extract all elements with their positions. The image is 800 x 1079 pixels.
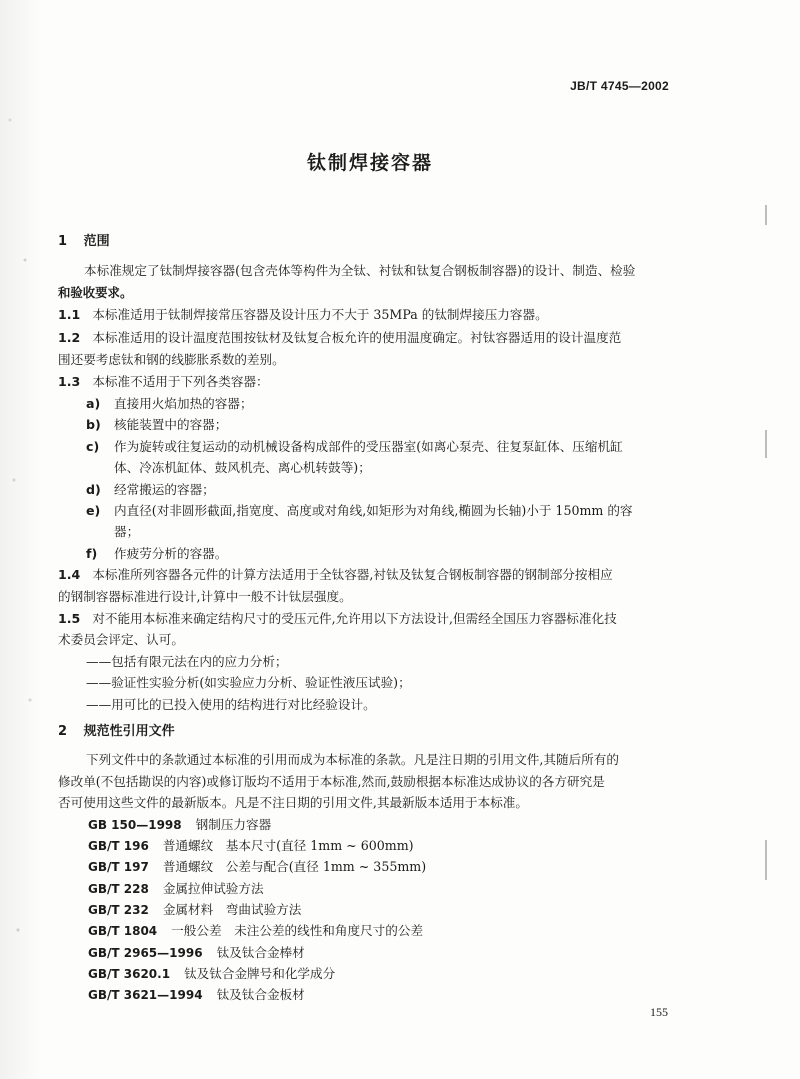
reference-item [88,901,301,919]
reference-code: GB/T 196 [88,839,149,853]
clause-number: 1.5 [58,611,81,626]
section-title: 范围 [83,234,110,249]
section-1-heading [58,233,110,251]
list-marker: b) [86,417,101,432]
dash-item: ——包括有限元法在内的应力分析； [86,654,288,669]
clause-1-3 [58,373,269,391]
reference-item [88,965,335,983]
scan-margin-mark [765,840,767,880]
reference-item [88,922,423,940]
reference-code: GB/T 2965—1996 [88,946,203,960]
reference-title: 金属拉伸试验方法 [162,881,264,896]
page-number: 155 [650,1005,668,1019]
list-item-e-continuation: 器； [114,524,140,539]
reference-item [88,880,264,898]
reference-code: GB 150—1998 [88,818,182,832]
reference-title: 一般公差 未注公差的线性和角度尺寸的公差 [171,923,424,938]
clause-number: 1.3 [58,374,81,389]
reference-item [88,837,414,855]
document-code: JB/T 4745—2002 [570,79,669,93]
reference-title: 钛及钛合金棒材 [216,945,305,960]
section-title: 规范性引用文件 [83,724,175,739]
clause-text: 对不能用本标准来确定结构尺寸的受压元件,允许用以下方法设计,但需经全国压力容器标准化技 [92,611,617,626]
section-number: 1 [58,234,68,249]
list-item-e [86,502,633,520]
list-item-a [86,395,253,413]
references-intro-line-3: 否可使用这些文件的最新版本。凡是不注日期的引用文件,其最新版本适用于本标准。 [58,795,528,810]
references-intro-line-2: 修改单(不包括勘误的内容)或修订版均不适用于本标准,然而,鼓励根据本标准达成协议的各方研究是 [58,774,605,789]
section-number: 2 [58,724,68,739]
list-marker: c) [86,439,100,454]
clause-1-4-line-1 [58,566,613,584]
dash-item: ——用可比的已投入使用的结构进行对比经验设计。 [86,697,376,712]
reference-item [88,986,305,1004]
clause-1-5-line-2: 术委员会评定、认可。 [58,632,184,647]
clause-number: 1.4 [58,567,81,582]
reference-title: 钛及钛合金板材 [216,987,305,1002]
reference-code: GB/T 232 [88,903,149,917]
scan-margin-mark [765,430,767,458]
clause-1-2-line-1 [58,329,621,347]
list-item-c-continuation: 体、冷冻机缸体、鼓风机壳、离心机转鼓等)； [114,460,371,475]
list-text: 作疲劳分析的容器。 [114,546,228,561]
clause-1-2-line-2: 围还要考虑钛和钢的线膨胀系数的差别。 [58,352,285,367]
reference-title: 金属材料 弯曲试验方法 [162,902,302,917]
list-item-f [86,545,227,563]
clause-number: 1.2 [58,330,81,345]
clause-number: 1.1 [58,307,81,322]
reference-title: 钢制压力容器 [195,817,272,832]
list-text: 作为旋转或往复运动的动机械设备构成部件的受压器室(如离心泵壳、往复泵缸体、压缩机缸 [114,439,623,454]
list-marker: d) [86,482,101,497]
clause-1-1 [58,306,548,324]
list-text: 核能装置中的容器； [114,417,228,432]
list-item-b [86,416,227,434]
list-item-c [86,438,623,456]
reference-item [88,944,305,962]
reference-code: GB/T 1804 [88,924,158,938]
list-text: 直接用火焰加热的容器； [114,396,253,411]
reference-item [88,858,426,876]
clause-text: 本标准适用于钛制焊接常压容器及设计压力不大于 35MPa 的钛制焊接压力容器。 [92,307,548,322]
reference-code: GB/T 3620.1 [88,967,171,981]
scan-margin-mark [765,205,767,225]
list-marker: e) [86,503,101,518]
list-item-d [86,481,215,499]
clause-text: 本标准所列容器各元件的计算方法适用于全钛容器,衬钛及钛复合钢板制容器的钢制部分按相应 [92,567,613,582]
reference-code: GB/T 197 [88,860,149,874]
clause-text: 本标准适用的设计温度范围按钛材及钛复合板允许的使用温度确定。衬钛容器适用的设计温度范 [92,330,622,345]
document-title: 钛制焊接容器 [306,152,433,174]
reference-title: 钛及钛合金牌号和化学成分 [184,966,336,981]
dash-item: ——验证性实验分析(如实验应力分析、验证性液压试验)； [86,675,411,690]
section-2-heading [58,723,175,741]
reference-title: 普通螺纹 基本尺寸(直径 1mm ~ 600mm) [162,838,414,853]
references-intro-line-1: 下列文件中的条款通过本标准的引用而成为本标准的条款。凡是注日期的引用文件,其随后所有的 [86,752,619,767]
clause-1-4-line-2: 的钢制容器标准进行设计,计算中一般不计钛层强度。 [58,589,352,604]
scope-intro-line-1: 本标准规定了钛制焊接容器(包含壳体等构件为全钛、衬钛和钛复合钢板制容器)的设计、制造、检验 [84,263,636,278]
reference-code: GB/T 228 [88,882,149,896]
list-marker: a) [86,396,101,411]
reference-code: GB/T 3621—1994 [88,988,203,1002]
reference-title: 普通螺纹 公差与配合(直径 1mm ~ 355mm) [162,859,427,874]
clause-text: 本标准不适用于下列各类容器： [92,374,269,389]
clause-1-5-line-1 [58,610,617,628]
reference-item [88,816,271,834]
list-text: 内直径(对非圆形截面,指宽度、高度或对角线,如矩形为对角线,椭圆为长轴)小于 150mm 的容 [114,503,633,518]
list-text: 经常搬运的容器； [114,482,215,497]
list-marker: f) [86,546,98,561]
scope-intro-line-2: 和验收要求。 [58,285,133,300]
